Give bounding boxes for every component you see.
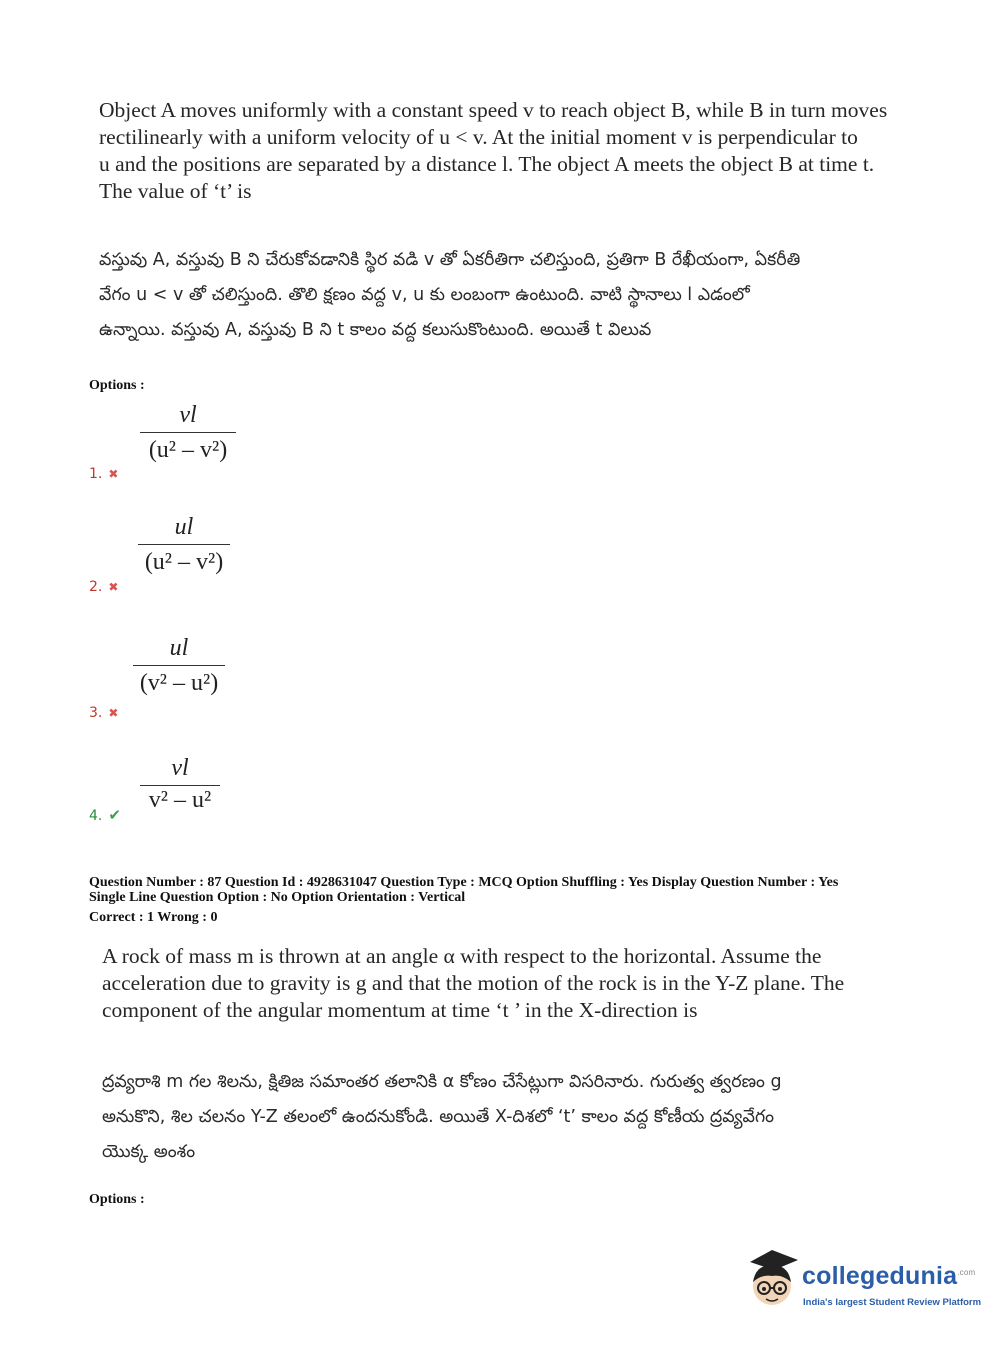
meta-line-3: Correct : 1 Wrong : 0 [89, 910, 218, 925]
q1-line-1: Object A moves uniformly with a constant speed v to reach object B, while B in turn moves [99, 98, 888, 122]
mascot-icon [742, 1248, 802, 1312]
option-4-denominator: v² – u² [148, 787, 212, 813]
option-4-numerator: vl [171, 755, 189, 781]
q2-line-2: acceleration due to gravity is g and that the motion of the rock is in the Y-Z plane. The [102, 971, 845, 995]
option-3-formula [133, 633, 225, 700]
logo-suffix: .com [957, 1268, 976, 1277]
option-3-denominator: (v² – u²) [139, 670, 219, 696]
question-2-telugu [102, 1065, 902, 1170]
options-label-1: Options : [89, 378, 145, 393]
option-2-denominator: (u² – v²) [144, 549, 224, 575]
q1-te-line-3: ఉన్నాయి. వస్తువు A, వస్తువు B ని t కాలం వద్ద కలుసుకొంటుంది. అయితే t విలువ [99, 320, 652, 340]
meta-line-2: Single Line Question Option : No Option Orientation : Vertical [89, 890, 466, 905]
question-1-english [99, 97, 899, 205]
check-icon: ✔ [108, 806, 121, 824]
options-label-2: Options : [89, 1192, 145, 1207]
option-1-formula [140, 400, 236, 467]
question-2-english [102, 943, 902, 1024]
logo-tagline: India's largest Student Review Platform [803, 1297, 982, 1308]
option-3[interactable] [89, 705, 118, 721]
q1-te-line-1: వస్తువు A, వస్తువు B ని చేరుకోవడానికి స్థిర వడి v తో ఏకరీతిగా చలిస్తుంది, ప్రతిగా B రేఖీయంగా, ఏకరీతి [99, 250, 801, 270]
option-4-formula [140, 753, 220, 814]
option-1-denominator: (u² – v²) [148, 437, 228, 463]
q2-line-1: A rock of mass m is thrown at an angle α with respect to the horizontal. Assume the [102, 944, 822, 968]
option-4-number: 4. [89, 808, 103, 824]
q2-te-line-1: ద్రవ్యరాశి m గల శిలను, క్షితిజ సమాంతర తలానికి α కోణం చేసేట్లుగా విసరినారు. గురుత్వ త్వరణం g [102, 1072, 782, 1092]
q2-line-3: component of the angular momentum at time ‘t ’ in the X-direction is [102, 998, 698, 1022]
q1-te-line-2: వేగం u < v తో చలిస్తుంది. తొలి క్షణం వద్ద v, u కు లంబంగా ఉంటుంది. వాటి స్థానాలు l ఎడంలో [99, 285, 750, 305]
cross-icon: ✖ [108, 706, 119, 720]
option-1-numerator: vl [179, 402, 197, 428]
option-3-number: 3. [89, 705, 103, 721]
option-3-numerator: ul [169, 635, 189, 661]
q2-te-line-3: యొక్క అంశం [102, 1142, 196, 1162]
q1-line-2: rectilinearly with a uniform velocity of u < v. At the initial moment v is perpendicular to [99, 125, 858, 149]
option-1-number: 1. [89, 466, 103, 482]
logo-name: collegedunia [802, 1262, 958, 1290]
option-2[interactable] [89, 579, 118, 595]
option-2-formula [138, 512, 230, 579]
option-1[interactable] [89, 466, 118, 482]
logo-wordmark [802, 1262, 975, 1291]
meta-line-1: Question Number : 87 Question Id : 4928631047 Question Type : MCQ Option Shuffling : Yes Display Question Number : Yes [89, 875, 839, 890]
q1-line-3: u and the positions are separated by a distance l. The object A meets the object B at time t. [99, 152, 875, 176]
option-2-numerator: ul [174, 514, 194, 540]
q2-te-line-2: అనుకొని, శిల చలనం Y-Z తలంలో ఉందనుకోండి. అయితే X-దిశలో ‘t’ కాలం వద్ద కోణీయ ద్రవ్యవేగం [102, 1107, 775, 1127]
cross-icon: ✖ [108, 467, 119, 481]
question-meta [89, 875, 949, 925]
q1-line-4: The value of ‘t’ is [99, 179, 252, 203]
cross-icon: ✖ [108, 580, 119, 594]
option-4[interactable] [89, 806, 121, 824]
option-2-number: 2. [89, 579, 103, 595]
question-1-telugu [99, 243, 899, 348]
collegedunia-logo [742, 1248, 982, 1312]
